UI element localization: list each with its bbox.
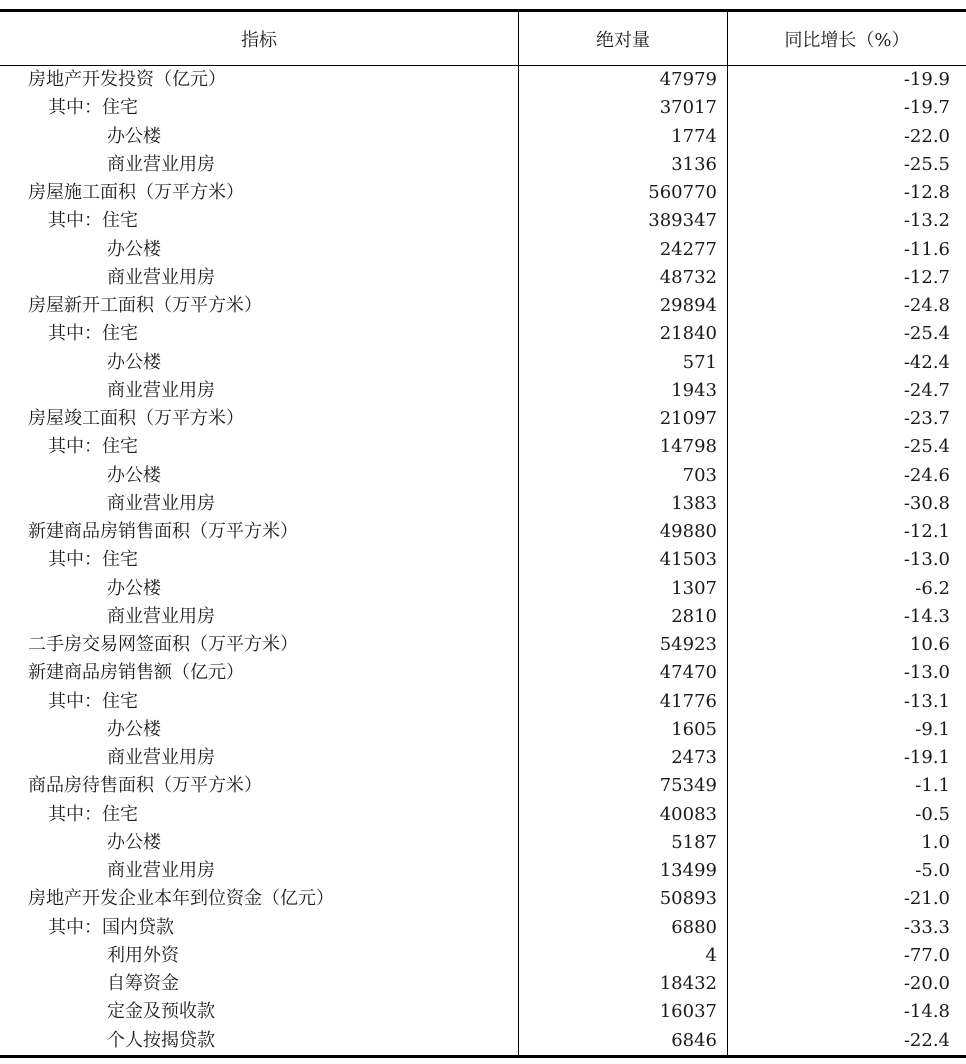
table-row bbox=[0, 631, 966, 659]
row-prefix: 其中： bbox=[48, 803, 102, 825]
table-row bbox=[0, 66, 966, 94]
table-bottom-rule bbox=[0, 1055, 966, 1058]
row-label-text: 住宅 bbox=[102, 549, 138, 571]
row-absolute-value: 1605 bbox=[671, 718, 717, 740]
row-label-text: 办公楼 bbox=[107, 238, 161, 260]
row-label-text: 住宅 bbox=[102, 436, 138, 458]
row-yoy-growth: 10.6 bbox=[909, 634, 950, 655]
row-yoy-growth: -24.8 bbox=[903, 295, 950, 316]
table-row bbox=[0, 320, 966, 348]
row-yoy-growth: -22.0 bbox=[903, 125, 950, 147]
row-absolute-value: 14798 bbox=[659, 436, 717, 458]
table-row bbox=[0, 123, 966, 151]
row-absolute-value: 18432 bbox=[659, 973, 717, 994]
row-label bbox=[28, 885, 334, 913]
table-row bbox=[0, 179, 966, 207]
header-yoy-growth: 同比增长（%） bbox=[784, 29, 910, 51]
row-label-text: 房屋竣工面积（万平方米） bbox=[28, 408, 244, 429]
row-absolute-value: 50893 bbox=[659, 888, 717, 910]
row-label-text: 房屋施工面积（万平方米） bbox=[28, 182, 244, 203]
row-yoy-growth: -5.0 bbox=[915, 860, 950, 881]
row-yoy-growth: -24.6 bbox=[903, 464, 950, 486]
row-label bbox=[107, 490, 215, 518]
row-label-text: 商业营业用房 bbox=[107, 492, 215, 514]
table-row bbox=[0, 207, 966, 235]
table-row bbox=[0, 914, 966, 942]
table-row bbox=[0, 546, 966, 574]
table-body bbox=[0, 66, 966, 1055]
row-yoy-growth: -13.0 bbox=[903, 549, 950, 571]
row-absolute-value: 48732 bbox=[659, 266, 717, 288]
row-yoy-growth: -6.2 bbox=[915, 577, 950, 599]
row-absolute-value: 6846 bbox=[671, 1029, 717, 1051]
table-row bbox=[0, 801, 966, 829]
row-label bbox=[48, 914, 174, 942]
row-label bbox=[48, 320, 138, 348]
table-row bbox=[0, 772, 966, 800]
row-label-text: 办公楼 bbox=[107, 464, 161, 486]
table-row bbox=[0, 970, 966, 998]
row-absolute-value: 47470 bbox=[659, 662, 717, 684]
table-row bbox=[0, 603, 966, 631]
row-absolute-value: 1383 bbox=[671, 492, 717, 514]
row-absolute-value: 6880 bbox=[671, 916, 717, 938]
row-prefix: 其中： bbox=[48, 690, 102, 712]
row-yoy-growth: -13.0 bbox=[903, 662, 950, 684]
row-label bbox=[28, 405, 244, 433]
row-prefix: 其中： bbox=[48, 916, 102, 938]
row-absolute-value: 1774 bbox=[671, 125, 717, 147]
row-label-text: 二手房交易网签面积（万平方米） bbox=[28, 634, 298, 655]
row-label bbox=[107, 377, 215, 405]
row-label-text: 办公楼 bbox=[107, 718, 161, 740]
table-row bbox=[0, 292, 966, 320]
row-yoy-growth: -11.6 bbox=[903, 238, 950, 260]
table-row bbox=[0, 857, 966, 885]
table-row bbox=[0, 264, 966, 292]
row-absolute-value: 1307 bbox=[671, 577, 717, 599]
table-row bbox=[0, 349, 966, 377]
row-label-text: 房屋新开工面积（万平方米） bbox=[28, 295, 262, 316]
row-absolute-value: 560770 bbox=[648, 182, 717, 203]
row-label bbox=[107, 603, 215, 631]
row-label bbox=[28, 659, 244, 687]
row-label-text: 商业营业用房 bbox=[107, 379, 215, 401]
row-label bbox=[48, 546, 138, 574]
row-absolute-value: 13499 bbox=[659, 860, 717, 881]
row-label-text: 国内贷款 bbox=[102, 916, 174, 938]
row-yoy-growth: -20.0 bbox=[903, 973, 950, 994]
row-absolute-value: 21097 bbox=[659, 408, 717, 429]
table-row bbox=[0, 151, 966, 179]
table-row bbox=[0, 1027, 966, 1055]
header-absolute-value: 绝对量 bbox=[596, 29, 650, 51]
row-label bbox=[48, 688, 138, 716]
row-yoy-growth: -12.8 bbox=[903, 182, 950, 203]
row-label-text: 住宅 bbox=[102, 803, 138, 825]
row-absolute-value: 21840 bbox=[659, 323, 717, 345]
row-absolute-value: 1943 bbox=[671, 379, 717, 401]
row-label-text: 商业营业用房 bbox=[107, 605, 215, 627]
row-label bbox=[28, 518, 298, 546]
row-label bbox=[107, 744, 215, 772]
row-label-text: 商业营业用房 bbox=[107, 153, 215, 175]
row-yoy-growth: -12.7 bbox=[903, 266, 950, 288]
table-row bbox=[0, 518, 966, 546]
row-prefix: 其中： bbox=[48, 436, 102, 458]
row-label-text: 定金及预收款 bbox=[107, 1001, 215, 1023]
table-row bbox=[0, 433, 966, 461]
row-yoy-growth: -25.4 bbox=[903, 323, 950, 345]
row-label bbox=[107, 123, 161, 151]
row-label-text: 自筹资金 bbox=[107, 973, 179, 994]
row-yoy-growth: -19.9 bbox=[903, 69, 950, 90]
row-label-text: 住宅 bbox=[102, 690, 138, 712]
table-row bbox=[0, 744, 966, 772]
row-yoy-growth: -1.1 bbox=[915, 775, 950, 797]
table-row bbox=[0, 236, 966, 264]
row-label bbox=[107, 575, 161, 603]
row-yoy-growth: -13.1 bbox=[903, 690, 950, 712]
row-absolute-value: 47979 bbox=[659, 69, 717, 90]
row-label bbox=[48, 433, 138, 461]
row-yoy-growth: -19.1 bbox=[903, 747, 950, 768]
row-label bbox=[107, 857, 215, 885]
row-label bbox=[28, 772, 262, 800]
row-absolute-value: 2810 bbox=[671, 605, 717, 627]
row-label-text: 办公楼 bbox=[107, 125, 161, 147]
table-row bbox=[0, 659, 966, 687]
table-row bbox=[0, 94, 966, 122]
row-absolute-value: 49880 bbox=[659, 521, 717, 542]
row-absolute-value: 41776 bbox=[659, 690, 717, 712]
row-label bbox=[107, 151, 215, 179]
table-row bbox=[0, 998, 966, 1026]
row-label-text: 办公楼 bbox=[107, 351, 161, 373]
table-row bbox=[0, 942, 966, 970]
row-absolute-value: 5187 bbox=[671, 831, 717, 853]
row-absolute-value: 3136 bbox=[671, 153, 717, 175]
row-absolute-value: 54923 bbox=[659, 634, 717, 655]
row-label bbox=[48, 801, 138, 829]
table-row bbox=[0, 462, 966, 490]
row-absolute-value: 24277 bbox=[659, 238, 717, 260]
row-label bbox=[28, 631, 298, 659]
row-label bbox=[107, 349, 161, 377]
header-indicator: 指标 bbox=[241, 29, 277, 51]
row-label-text: 新建商品房销售面积（万平方米） bbox=[28, 521, 298, 542]
row-yoy-growth: 1.0 bbox=[921, 831, 950, 853]
row-label bbox=[48, 94, 138, 122]
row-label bbox=[48, 207, 138, 235]
row-label bbox=[107, 716, 161, 744]
row-yoy-growth: -14.8 bbox=[903, 1001, 950, 1023]
row-label bbox=[107, 236, 161, 264]
row-yoy-growth: -25.5 bbox=[903, 153, 950, 175]
table-row bbox=[0, 688, 966, 716]
row-label-text: 商业营业用房 bbox=[107, 860, 215, 881]
row-label bbox=[107, 998, 215, 1026]
row-yoy-growth: -0.5 bbox=[915, 803, 950, 825]
row-label bbox=[107, 942, 179, 970]
row-yoy-growth: -21.0 bbox=[903, 888, 950, 910]
row-label bbox=[28, 66, 226, 94]
row-yoy-growth: -77.0 bbox=[903, 944, 950, 966]
row-label-text: 个人按揭贷款 bbox=[107, 1029, 215, 1051]
row-label-text: 商业营业用房 bbox=[107, 266, 215, 288]
row-prefix: 其中： bbox=[48, 97, 102, 119]
row-yoy-growth: -33.3 bbox=[903, 916, 950, 938]
row-label bbox=[28, 179, 244, 207]
row-label bbox=[107, 970, 179, 998]
row-absolute-value: 389347 bbox=[648, 210, 717, 232]
table-row bbox=[0, 716, 966, 744]
row-label bbox=[107, 829, 161, 857]
row-label-text: 房地产开发投资（亿元） bbox=[28, 69, 226, 90]
row-yoy-growth: -30.8 bbox=[903, 492, 950, 514]
row-label-text: 新建商品房销售额（亿元） bbox=[28, 662, 244, 684]
row-label-text: 办公楼 bbox=[107, 831, 161, 853]
table-row bbox=[0, 490, 966, 518]
row-absolute-value: 41503 bbox=[659, 549, 717, 571]
row-yoy-growth: -23.7 bbox=[903, 408, 950, 429]
row-absolute-value: 16037 bbox=[659, 1001, 717, 1023]
row-label-text: 房地产开发企业本年到位资金（亿元） bbox=[28, 888, 334, 910]
row-label-text: 住宅 bbox=[102, 323, 138, 345]
row-yoy-growth: -25.4 bbox=[903, 436, 950, 458]
row-absolute-value: 2473 bbox=[671, 747, 717, 768]
row-label-text: 住宅 bbox=[102, 210, 138, 232]
row-label-text: 商品房待售面积（万平方米） bbox=[28, 775, 262, 797]
row-prefix: 其中： bbox=[48, 323, 102, 345]
row-label bbox=[28, 292, 262, 320]
row-absolute-value: 40083 bbox=[659, 803, 717, 825]
row-prefix: 其中： bbox=[48, 210, 102, 232]
row-absolute-value: 4 bbox=[705, 944, 717, 966]
row-label-text: 利用外资 bbox=[107, 944, 179, 966]
row-absolute-value: 75349 bbox=[659, 775, 717, 797]
row-label bbox=[107, 462, 161, 490]
row-yoy-growth: -14.3 bbox=[903, 605, 950, 627]
row-label-text: 商业营业用房 bbox=[107, 747, 215, 768]
row-absolute-value: 703 bbox=[682, 464, 717, 486]
row-yoy-growth: -19.7 bbox=[903, 97, 950, 119]
row-yoy-growth: -9.1 bbox=[915, 718, 950, 740]
row-yoy-growth: -24.7 bbox=[903, 379, 950, 401]
row-yoy-growth: -12.1 bbox=[903, 521, 950, 542]
row-prefix: 其中： bbox=[48, 549, 102, 571]
row-label bbox=[107, 1027, 215, 1055]
row-absolute-value: 29894 bbox=[659, 295, 717, 316]
row-label-text: 办公楼 bbox=[107, 577, 161, 599]
table-row bbox=[0, 575, 966, 603]
row-label bbox=[107, 264, 215, 292]
table-row bbox=[0, 829, 966, 857]
row-absolute-value: 571 bbox=[682, 351, 717, 373]
row-yoy-growth: -13.2 bbox=[903, 210, 950, 232]
table-row bbox=[0, 885, 966, 913]
row-yoy-growth: -42.4 bbox=[903, 351, 950, 373]
row-absolute-value: 37017 bbox=[659, 97, 717, 119]
row-label-text: 住宅 bbox=[102, 97, 138, 119]
table-row bbox=[0, 405, 966, 433]
row-yoy-growth: -22.4 bbox=[903, 1029, 950, 1051]
table-row bbox=[0, 377, 966, 405]
